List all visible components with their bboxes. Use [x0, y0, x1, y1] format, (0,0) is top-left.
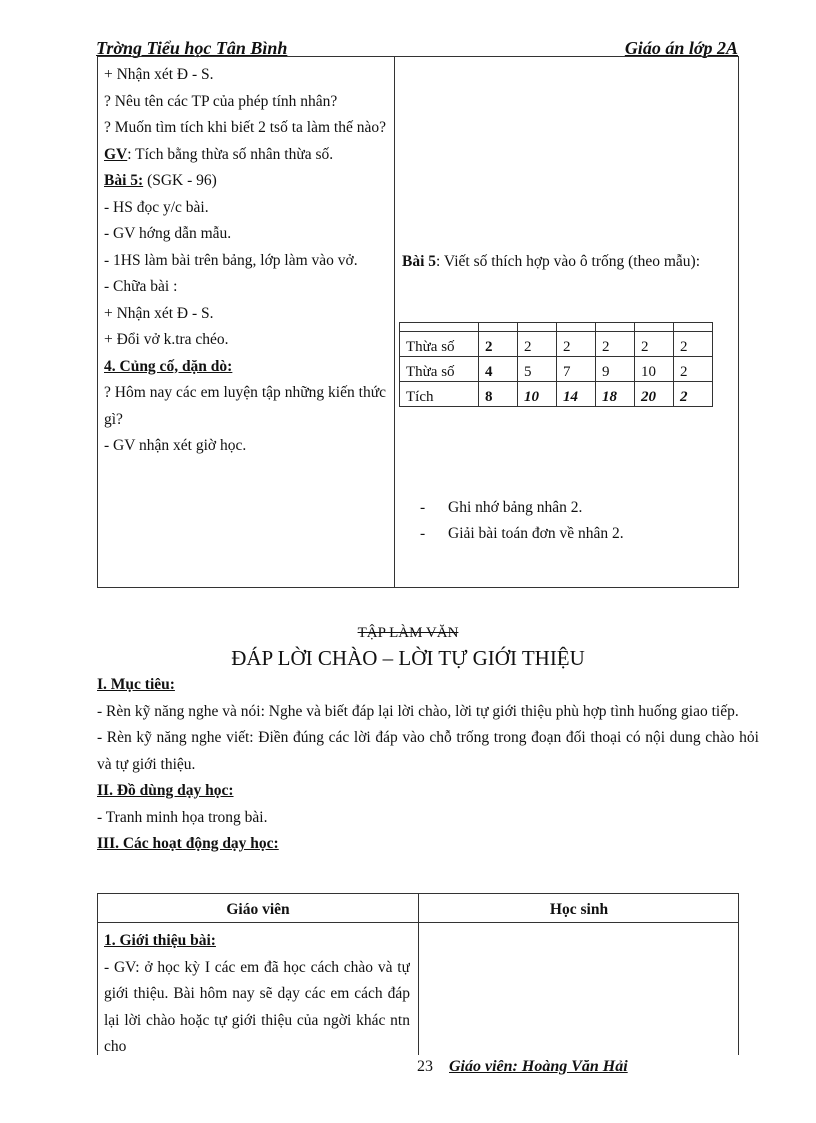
gv-label: GV — [104, 145, 128, 163]
table-cell: 2 — [674, 332, 713, 357]
table-cell: 14 — [557, 382, 596, 407]
table-row — [400, 323, 713, 332]
column-header-student: Học sinh — [549, 901, 609, 918]
list-item: - Giải bài toán đơn về nhân 2. — [420, 521, 624, 547]
table-row — [400, 332, 713, 357]
line: - GV nhận xét giờ học. — [104, 437, 247, 454]
table-row — [400, 357, 713, 382]
table-row — [400, 382, 713, 407]
table-cell: 20 — [635, 382, 674, 407]
multiplication-table — [399, 322, 713, 407]
cungco-heading — [104, 354, 386, 381]
section-heading: I. Mục tiêu: — [97, 676, 175, 693]
table-cell: 2 — [674, 357, 713, 382]
row-label: Tích — [400, 382, 479, 407]
bullet-text: Giải bài toán đơn về nhân 2. — [448, 525, 624, 542]
line: - Chữa bài : — [104, 278, 178, 295]
table-cell: 4 — [479, 357, 518, 382]
table-cell: 2 — [674, 382, 713, 407]
line: + Nhận xét Đ - S. — [104, 304, 214, 322]
column-header-teacher: Giáo viên — [226, 901, 290, 918]
row-label: Thừa số — [400, 357, 479, 382]
bai5-label: Bài 5: — [104, 172, 144, 189]
teacher-cell — [104, 928, 410, 1056]
section-heading: 1. Giới thiệu bài: — [104, 932, 216, 949]
teacher-column — [104, 62, 386, 460]
table-cell: 2 — [518, 332, 557, 357]
footer-teacher: Giáo viên: Hoàng Văn Hải — [449, 1058, 628, 1075]
bai5-ref: (SGK - 96) — [143, 172, 217, 189]
lesson-body — [97, 672, 759, 858]
lesson-table-bottom — [97, 893, 739, 1055]
summary-bullets — [420, 495, 624, 547]
row-label: Thừa số — [400, 332, 479, 357]
page-number: 23 — [417, 1058, 433, 1075]
list-item: - Ghi nhớ bảng nhân 2. — [420, 495, 624, 521]
bai5-task-text: : Viết số thích hợp vào ô trống (theo mẫu): — [436, 253, 701, 270]
line: ? Muốn tìm tích khi biết 2 tsố ta làm thế nào? — [104, 119, 386, 136]
line: + Đổi vở k.tra chéo. — [104, 331, 229, 348]
footer — [417, 1058, 628, 1076]
lesson-table-top — [97, 56, 739, 588]
table-cell: 5 — [518, 357, 557, 382]
line: ? Nêu tên các TP của phép tính nhân? — [104, 92, 338, 110]
bullet-text: Ghi nhớ bảng nhân 2. — [448, 499, 583, 516]
gv-note — [104, 142, 386, 169]
column-divider — [394, 57, 395, 587]
line: ? Hôm nay các em luyện tập những kiến thức gì? — [104, 384, 386, 428]
table-cell: 2 — [635, 332, 674, 357]
section-heading: III. Các hoạt động dạy học: — [97, 835, 279, 852]
cungco-label: 4. Củng cố, dặn dò: — [104, 357, 233, 375]
table-cell: 2 — [479, 332, 518, 357]
header-school: Trờng Tiểu học Tân Bình — [96, 38, 288, 58]
paragraph: - Tranh minh họa trong bài. — [97, 808, 268, 826]
table-cell: 9 — [596, 357, 635, 382]
paragraph: - Rèn kỹ năng nghe viết: Điền đúng các lời đáp vào chỗ trống trong đoạn đối thoại có nội dung chào hỏi và tự giới thiệu. — [97, 729, 759, 773]
table-cell: 10 — [635, 357, 674, 382]
table-cell: 10 — [518, 382, 557, 407]
table-cell: 8 — [479, 382, 518, 407]
paragraph: - GV: ở học kỳ I các em đã học cách chào và tự giới thiệu. Bài hôm nay sẽ dạy các em cách đáp lại lời chào hoặc tự giới thiệu của ngời khác ntn cho — [104, 958, 410, 1055]
table-cell: 2 — [596, 332, 635, 357]
bai5-heading — [104, 168, 386, 195]
table-cell: 7 — [557, 357, 596, 382]
lesson-title: ĐÁP LỜI CHÀO – LỜI TỰ GIỚI THIỆU — [231, 646, 585, 670]
line: - GV hớng dẫn mẫu. — [104, 225, 232, 242]
table-cell: 2 — [557, 332, 596, 357]
section-heading: II. Đồ dùng dạy học: — [97, 782, 234, 799]
student-column — [402, 249, 736, 276]
line: - 1HS làm bài trên bảng, lớp làm vào vở. — [104, 251, 358, 269]
bai5-task — [402, 249, 736, 276]
bai5-task-label: Bài 5 — [402, 253, 437, 270]
lesson-subject: TẬP LÀM VĂN — [357, 625, 459, 641]
header-divider — [98, 922, 738, 923]
line: - HS đọc y/c bài. — [104, 198, 209, 216]
paragraph: - Rèn kỹ năng nghe và nói: Nghe và biết đáp lại lời chào, lời tự giới thiệu phù hợp tình huống giao tiếp. — [97, 702, 739, 720]
line: + Nhận xét Đ - S. — [104, 66, 214, 83]
header-class: Giáo án lớp 2A — [624, 38, 738, 58]
gv-text: : Tích bằng thừa số nhân thừa số. — [127, 145, 334, 163]
table-cell: 18 — [596, 382, 635, 407]
